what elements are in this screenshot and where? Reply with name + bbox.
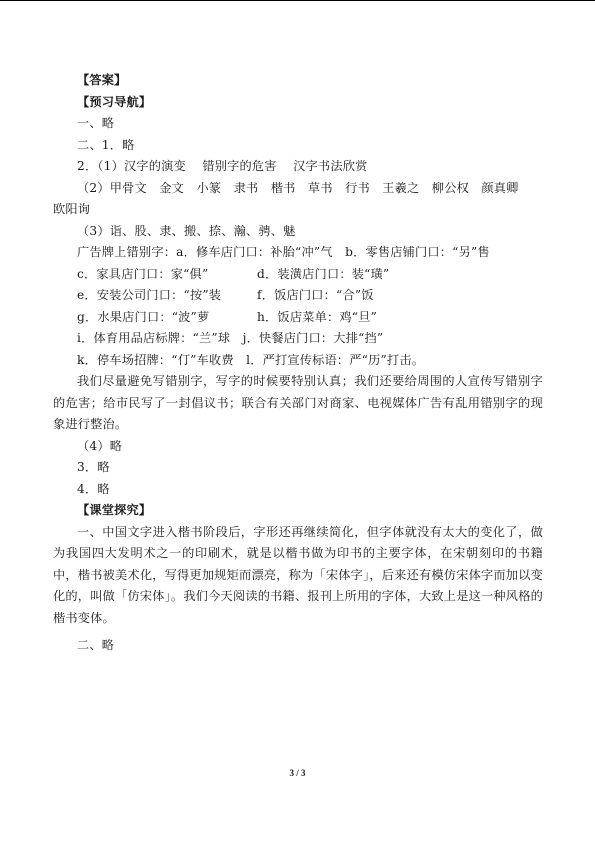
answer-item-four-sub: （4）略: [77, 438, 123, 453]
ad-error-item: c．家具店门口：家“俱”: [77, 266, 209, 281]
answer-heading: 【答案】: [77, 73, 127, 87]
explore-item-two: 二、略: [77, 638, 115, 652]
ad-error-pair: [53, 307, 543, 329]
explore-paragraph-one: 一、中国文字进入楷书阶段后，字形还再继续简化，但字体就没有太大的变化了，做为我国四大发明术之一的印刷术，就是以楷书做为印书的主要字体，在宋朝刻印的书籍中，楷书被美术化，写得更加规矩而漂亮，称为「宋体字」，后来还有模仿宋体字而加以变化的，叫做「仿宋体」。我们今天阅读的书籍、报刊上所用的字体，大致上是这一种风格的楷书变体。: [53, 524, 543, 625]
ad-errors-intro: 广告牌上错别字：a．修车店门口：补胎“冲”气 b．零售店铺门口：“另”售: [77, 245, 490, 259]
ad-error-ij: i．体育用品店标牌：“兰”球 j．快餐店门口：大排“挡”: [77, 331, 384, 345]
answer-item-three: 3．略: [77, 460, 110, 474]
class-explore-heading: 【课堂探究】: [77, 503, 152, 517]
summary-paragraph: 我们尽量避免写错别字，写字的时候要特别认真；我们还要给周围的人宣传写错别字的危害；给市民写了一封倡议书；联合有关部门对商家、电视媒体广告有乱用错别字的现象进行整治。: [53, 374, 543, 431]
ad-error-item: h．饭店菜单：鸡“旦”: [257, 309, 378, 324]
document-body: [53, 70, 543, 657]
answer-chars: （3）诣、股、隶、搬、捺、瀚、骋、魅: [77, 223, 296, 238]
answer-scripts: （2）甲骨文 金文 小篆 隶书 楷书 草书 行书 王羲之 柳公权 颜真卿 欧阳询: [53, 180, 531, 216]
answer-item-two-two: 2．（1）汉字的演变 错别字的危害 汉字书法欣赏: [77, 159, 368, 173]
answer-item-two-one: 二、1．略: [77, 137, 135, 152]
ad-error-pair: [53, 285, 543, 307]
ad-error-item: d．装潢店门口：装“璜”: [257, 266, 390, 281]
page-number: 3 / 3: [289, 768, 306, 778]
answer-item-one: 一、略: [77, 116, 115, 130]
preview-heading: 【预习导航】: [77, 94, 152, 109]
top-rule: [0, 0, 595, 1]
ad-error-item: f．饭店门口：“合”饭: [257, 288, 374, 302]
ad-error-item: g．水果店门口：“波”萝: [77, 309, 210, 324]
answer-item-four: 4．略: [77, 481, 110, 496]
ad-error-pair: [53, 264, 543, 286]
ad-error-kl: k．停车场招牌：“仃”车收费 l．严打宣传标语：严“历”打击。: [77, 352, 425, 367]
ad-error-item: e．安装公司门口：“按”装: [77, 288, 222, 302]
